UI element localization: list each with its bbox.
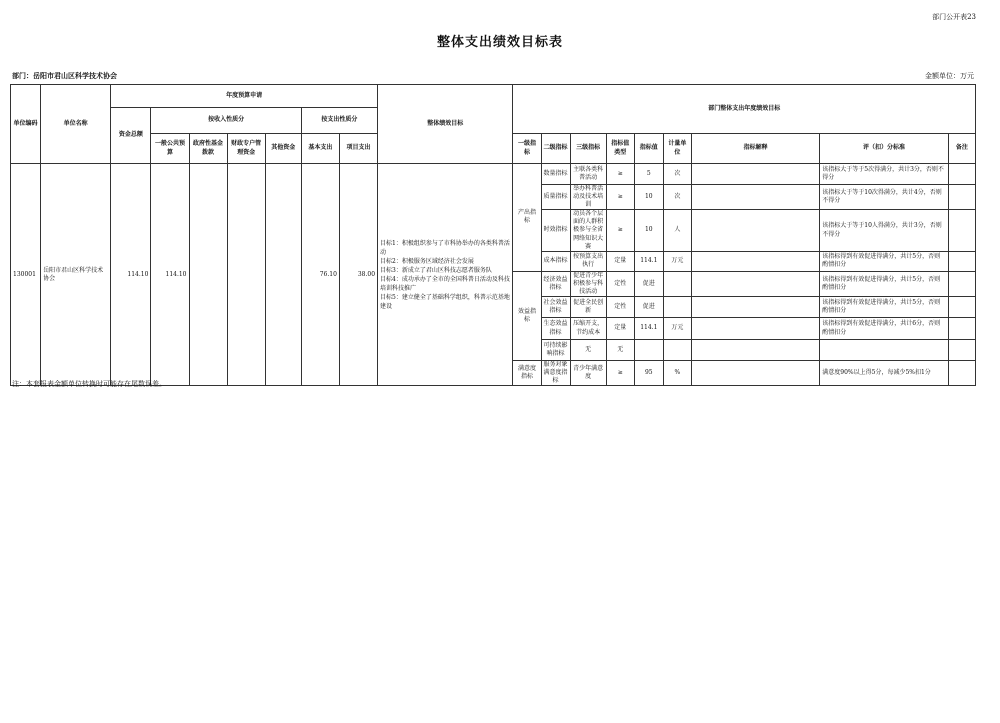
header-value-type: 指标值类型 [606,134,634,164]
header-by-expense: 按支出性质分 [301,108,377,134]
level3-cell: 压缩开支，节约成本 [570,318,606,340]
header-level3: 三级指标 [570,134,606,164]
header-dept-target: 部门整体支出年度绩效目标 [513,85,976,134]
scoring-cell: 该指标得到有效促进得满分，共计6分，否则酌情扣分 [820,318,948,340]
measure-unit-cell [663,297,691,318]
level1-output: 产出指标 [513,164,541,272]
measure-unit-cell: 人 [663,210,691,251]
level2-cell: 成本指标 [541,251,570,271]
overall-goals-cell [378,164,513,386]
value-type-cell: ≥ [606,210,634,251]
value-type-cell: 定量 [606,251,634,271]
explanation-cell [691,271,819,296]
indicator-value-cell [634,340,663,361]
scoring-cell [820,340,948,361]
header-scoring: 评（扣）分标准 [820,134,948,164]
header-annual-budget: 年度预算申请 [111,85,378,108]
level2-cell: 经济效益指标 [541,271,570,296]
scoring-cell: 该指标得到有效促进得满分，共计5分，否则酌情扣分 [820,251,948,271]
level3-cell: 无 [570,340,606,361]
unit-name-cell: 岳阳市君山区科学技术协会 [41,164,111,386]
explanation-cell [691,210,819,251]
level3-cell: 青少年满意度 [570,361,606,386]
remark-cell [948,318,975,340]
measure-unit-cell: 万元 [663,318,691,340]
indicator-value-cell: 114.1 [634,251,663,271]
header-other-funds: 其他资金 [265,134,301,164]
level2-cell: 可持续影响指标 [541,340,570,361]
level2-cell: 服务对象满意度指标 [541,361,570,386]
general-budget-cell: 114.10 [151,164,189,386]
header-level2: 二级指标 [541,134,570,164]
indicator-value-cell: 促进 [634,271,663,296]
remark-cell [948,271,975,296]
level2-cell: 时效指标 [541,210,570,251]
measure-unit-cell: 次 [663,164,691,185]
other-funds-cell [265,164,301,386]
header-gov-fund: 政府性基金拨款 [189,134,227,164]
measure-unit-cell: % [663,361,691,386]
indicator-value-cell: 促进 [634,297,663,318]
level2-cell: 生态效益指标 [541,318,570,340]
goal-item: 目标1：积极组织参与了市科协举办的各类科普活动 [380,239,510,256]
currency-unit-label: 金额单位：万元 [925,72,974,80]
footnote: 注：本套报表金额单位转换时可能存在尾数误差。 [12,380,166,388]
explanation-cell [691,164,819,185]
measure-unit-cell: 次 [663,185,691,210]
basic-expense-cell: 76.10 [301,164,339,386]
level2-cell: 质量指标 [541,185,570,210]
level3-cell: 举办科普活动及技术培训 [570,185,606,210]
value-type-cell: ≥ [606,361,634,386]
remark-cell [948,185,975,210]
header-remark: 备注 [948,134,975,164]
scoring-cell: 该指标得到有效促进得满分，共计5分，否则酌情扣分 [820,271,948,296]
scoring-cell: 满意度90%以上得5分，每减少5%扣1分 [820,361,948,386]
remark-cell [948,297,975,318]
unit-code-cell: 130001 [11,164,41,386]
value-type-cell: 定量 [606,318,634,340]
gov-fund-cell [189,164,227,386]
scoring-cell: 该指标大于等于10次得满分，共计4分，否则不得分 [820,185,948,210]
header-unit-code: 单位编码 [11,85,41,164]
scoring-cell: 该指标大于等于10人得满分，共计3分，否则不得分 [820,210,948,251]
header-overall-goal: 整体绩效目标 [378,85,513,164]
explanation-cell [691,251,819,271]
measure-unit-cell [663,271,691,296]
level2-cell: 数量指标 [541,164,570,185]
header-level1: 一级指标 [513,134,541,164]
page-title: 整体支出绩效目标表 [436,35,563,50]
measure-unit-cell: 万元 [663,251,691,271]
explanation-cell [691,361,819,386]
explanation-cell [691,185,819,210]
indicator-value-cell: 10 [634,210,663,251]
value-type-cell: 定性 [606,297,634,318]
explanation-cell [691,297,819,318]
header-unit-name: 单位名称 [41,85,111,164]
level3-cell: 主联各类科普活动 [570,164,606,185]
value-type-cell: 无 [606,340,634,361]
indicator-value-cell: 5 [634,164,663,185]
value-type-cell: ≥ [606,185,634,210]
special-mgmt-cell [227,164,265,386]
value-type-cell: ≥ [606,164,634,185]
level1-benefit: 效益指标 [513,271,541,360]
scoring-cell: 该指标得到有效促进得满分，共计5分，否则酌情扣分 [820,297,948,318]
level3-cell: 动员各个层面的人群积极参与全省网络知识大赛 [570,210,606,251]
goal-item: 目标4：成功承办了全市的全国科普日活动及科技培训科技推广 [380,275,510,292]
total-funds-cell: 114.10 [111,164,151,386]
indicator-value-cell: 95 [634,361,663,386]
header-explanation: 指标解释 [691,134,819,164]
header-project-expense: 项目支出 [339,134,377,164]
header-basic-expense: 基本支出 [301,134,339,164]
goal-item: 目标3：新成立了君山区科技志愿者服务队 [380,266,492,274]
indicator-value-cell: 114.1 [634,318,663,340]
explanation-cell [691,318,819,340]
performance-target-table [10,84,976,386]
remark-cell [948,361,975,386]
level3-cell: 促进青少年积极参与科技活动 [570,271,606,296]
level2-cell: 社会效益指标 [541,297,570,318]
remark-cell [948,164,975,185]
goal-item: 目标5：建立健全了基础科学组织，科普示范基地建设 [380,293,510,310]
goal-item: 目标2：积极服务区域经济社会发展 [380,257,474,265]
header-measure-unit: 计量单位 [663,134,691,164]
remark-cell [948,210,975,251]
header-special-mgmt: 财政专户管理资金 [227,134,265,164]
project-expense-cell: 38.00 [339,164,377,386]
header-total-funds: 资金总额 [111,108,151,164]
header-indicator-value: 指标值 [634,134,663,164]
page-number-label: 部门公开表23 [932,13,976,21]
department-label: 部门：岳阳市君山区科学技术协会 [12,72,117,80]
value-type-cell: 定性 [606,271,634,296]
explanation-cell [691,340,819,361]
level1-satisfaction: 满意度指标 [513,361,541,386]
scoring-cell: 该指标大于等于5次得满分，共计3分，否则不得分 [820,164,948,185]
measure-unit-cell [663,340,691,361]
indicator-value-cell: 10 [634,185,663,210]
remark-cell [948,340,975,361]
table-row [11,164,976,185]
remark-cell [948,251,975,271]
header-by-income: 按收入性质分 [151,108,301,134]
header-general-budget: 一般公共预算 [151,134,189,164]
level3-cell: 按预算支出执行 [570,251,606,271]
level3-cell: 促进全民创新 [570,297,606,318]
